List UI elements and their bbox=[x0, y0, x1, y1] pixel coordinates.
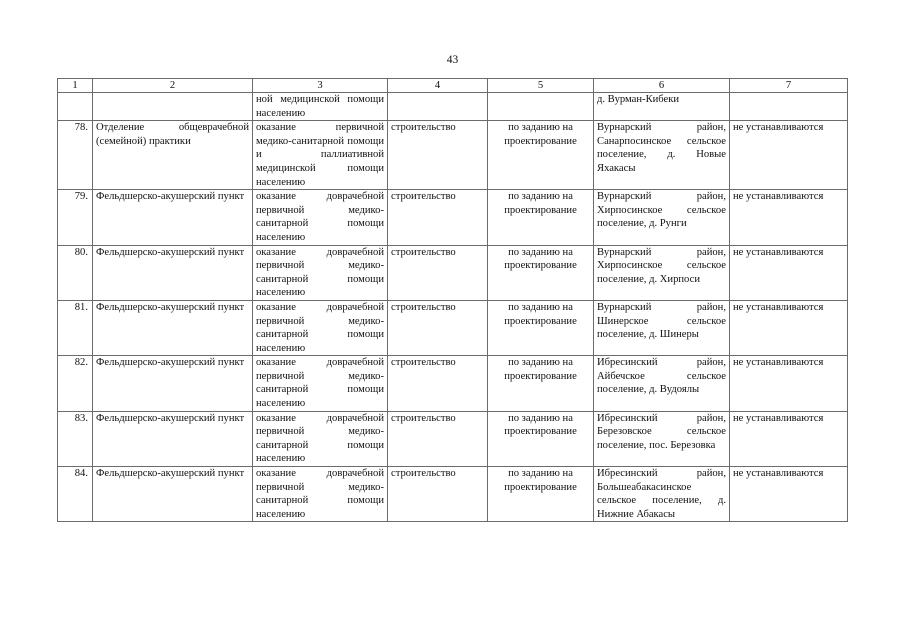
cell-location: Вурнарский район, Санарпосинское сельское поселение, д. Новые Яхакасы bbox=[594, 121, 730, 190]
cell-type: строительство bbox=[388, 356, 488, 411]
cell-name: Фельдшерско-акушерский пункт bbox=[93, 411, 253, 466]
cell-type: строительство bbox=[388, 190, 488, 245]
cell-purpose: оказание доврачебной первичной медико-санитарной помощи населению bbox=[253, 356, 388, 411]
cell-name: Фельдшерско-акушерский пункт bbox=[93, 300, 253, 355]
cell-purpose: оказание доврачебной первичной медико-санитарной помощи населению bbox=[253, 300, 388, 355]
cell-location: Вурнарский район, Хирпосинское сельское поселение, д. Хирпоси bbox=[594, 245, 730, 300]
table-row bbox=[58, 190, 848, 245]
cell-name: Фельдшерско-акушерский пункт bbox=[93, 356, 253, 411]
cell-name: Фельдшерско-акушерский пункт bbox=[93, 190, 253, 245]
column-header: 4 bbox=[388, 79, 488, 93]
cell-type: строительство bbox=[388, 411, 488, 466]
cell-purpose: оказание доврачебной первичной медико-санитарной помощи населению bbox=[253, 245, 388, 300]
cell-basis: по заданию на проектирование bbox=[488, 190, 594, 245]
table-row bbox=[58, 411, 848, 466]
cell-name: Отделение общеврачебной (семейной) практики bbox=[93, 121, 253, 190]
cell-number: 84. bbox=[58, 467, 93, 522]
cell-location: д. Вурман-Кибеки bbox=[594, 93, 730, 121]
cell-number: 81. bbox=[58, 300, 93, 355]
cell-zones: не устанавливаются bbox=[730, 245, 848, 300]
cell-zones: не устанавливаются bbox=[730, 300, 848, 355]
column-header: 6 bbox=[594, 79, 730, 93]
column-header: 1 bbox=[58, 79, 93, 93]
cell-zones: не устанавливаются bbox=[730, 411, 848, 466]
cell-basis: по заданию на проектирование bbox=[488, 300, 594, 355]
cell-zones: не устанавливаются bbox=[730, 356, 848, 411]
cell-purpose: оказание доврачебной первичной медико-санитарной помощи населению bbox=[253, 190, 388, 245]
cell-type: строительство bbox=[388, 245, 488, 300]
cell-name: Фельдшерско-акушерский пункт bbox=[93, 245, 253, 300]
cell-number: 83. bbox=[58, 411, 93, 466]
page-number: 43 bbox=[446, 54, 459, 66]
cell-number: 80. bbox=[58, 245, 93, 300]
column-header: 3 bbox=[253, 79, 388, 93]
cell-type bbox=[388, 93, 488, 121]
cell-name bbox=[93, 93, 253, 121]
cell-basis: по заданию на проектирование bbox=[488, 411, 594, 466]
cell-location: Ибресинский район, Большеабакасинское сельское поселение, д. Нижние Абакасы bbox=[594, 467, 730, 522]
cell-basis: по заданию на проектирование bbox=[488, 356, 594, 411]
cell-basis: по заданию на проектирование bbox=[488, 245, 594, 300]
cell-purpose: оказание доврачебной первичной медико-санитарной помощи населению bbox=[253, 467, 388, 522]
table-row bbox=[58, 356, 848, 411]
cell-location: Вурнарский район, Хирпосинское сельское поселение, д. Рунги bbox=[594, 190, 730, 245]
table-row bbox=[58, 467, 848, 522]
column-header: 2 bbox=[93, 79, 253, 93]
cell-name: Фельдшерско-акушерский пункт bbox=[93, 467, 253, 522]
cell-type: строительство bbox=[388, 300, 488, 355]
cell-location: Вурнарский район, Шинерское сельское поселение, д. Шинеры bbox=[594, 300, 730, 355]
cell-basis bbox=[488, 93, 594, 121]
table-row bbox=[58, 245, 848, 300]
cell-basis: по заданию на проектирование bbox=[488, 121, 594, 190]
cell-purpose: оказание первичной медико-санитарной помощи и паллиативной медицинской помощи населению bbox=[253, 121, 388, 190]
cell-basis: по заданию на проектирование bbox=[488, 467, 594, 522]
column-number-row bbox=[58, 79, 848, 93]
cell-type: строительство bbox=[388, 467, 488, 522]
cell-number bbox=[58, 93, 93, 121]
cell-number: 82. bbox=[58, 356, 93, 411]
cell-location: Ибресинский район, Айбечское сельское поселение, д. Вудоялы bbox=[594, 356, 730, 411]
cell-number: 79. bbox=[58, 190, 93, 245]
cell-number: 78. bbox=[58, 121, 93, 190]
table-row bbox=[58, 300, 848, 355]
cell-purpose: оказание доврачебной первичной медико-санитарной помощи населению bbox=[253, 411, 388, 466]
cell-zones bbox=[730, 93, 848, 121]
column-header: 5 bbox=[488, 79, 594, 93]
continuation-row bbox=[58, 93, 848, 121]
cell-zones: не устанавливаются bbox=[730, 121, 848, 190]
cell-zones: не устанавливаются bbox=[730, 467, 848, 522]
cell-type: строительство bbox=[388, 121, 488, 190]
table-row bbox=[58, 121, 848, 190]
cell-zones: не устанавливаются bbox=[730, 190, 848, 245]
cell-purpose: ной медицинской помощи населению bbox=[253, 93, 388, 121]
objects-table bbox=[57, 78, 848, 522]
column-header: 7 bbox=[730, 79, 848, 93]
cell-location: Ибресинский район, Березовское сельское поселение, пос. Березовка bbox=[594, 411, 730, 466]
